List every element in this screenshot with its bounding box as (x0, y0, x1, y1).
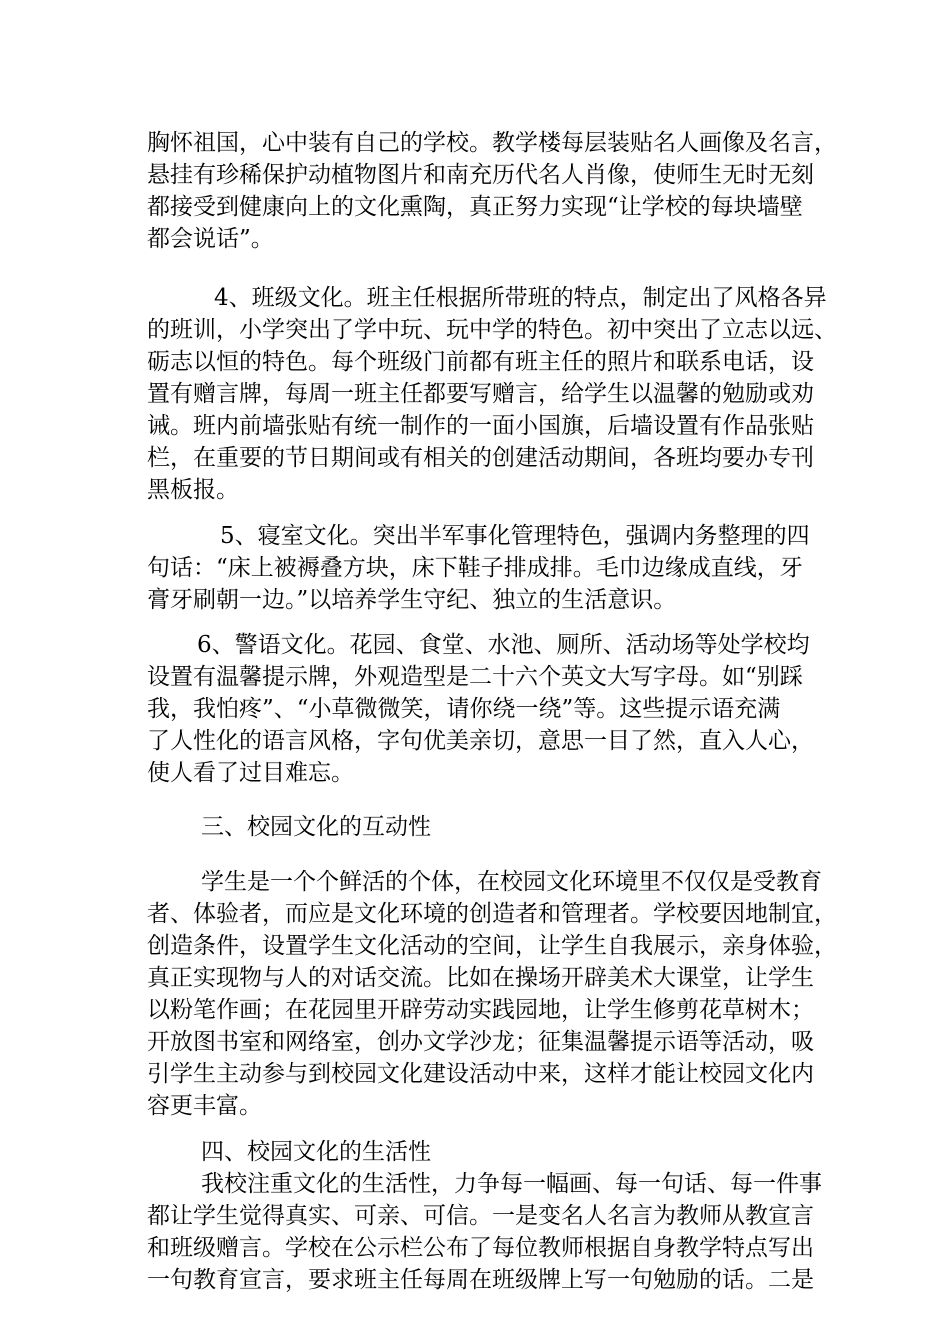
text-line: 使人看了过目难忘。 (147, 760, 354, 786)
text-line: 的班训，小学突出了学中玩、玩中学的特色。初中突出了立志以远、 (147, 317, 837, 343)
text-line: 诫。班内前墙张贴有统一制作的一面小国旗，后墙设置有作品张贴 (147, 413, 814, 439)
text-line: 引学生主动参与到校园文化建设活动中来，这样才能让校园文化内 (147, 1061, 814, 1087)
text-line: 砺志以恒的特色。每个班级门前都有班主任的照片和联系电话，设 (147, 349, 814, 375)
text-line: 和班级赠言。学校在公示栏公布了每位教师根据自身教学特点写出 (147, 1235, 814, 1261)
text-line: 以粉笔作画；在花园里开辟劳动实践园地，让学生修剪花草树木； (147, 997, 814, 1023)
text-line: 6、警语文化。花园、食堂、水池、厕所、活动场等处学校均 (197, 632, 810, 658)
text-line: 我校注重文化的生活性，力争每一幅画、每一句话、每一件事 (201, 1171, 822, 1197)
text-line: 者、体验者，而应是文化环境的创造者和管理者。学校要因地制宜， (147, 901, 837, 927)
text-line: 我，我怕疼”、“小草微微笑，请你绕一绕”等。这些提示语充满 (147, 696, 781, 722)
text-line: 5、寝室文化。突出半军事化管理特色，强调内务整理的四 (220, 523, 810, 549)
text-line: 悬挂有珍稀保护动植物图片和南充历代名人肖像，使师生无时无刻 (147, 162, 814, 188)
text-line: 都接受到健康向上的文化熏陶，真正努力实现“让学校的每块墙壁 (147, 194, 803, 220)
section-heading: 三、校园文化的互动性 (201, 814, 431, 840)
text-line: 真正实现物与人的对话交流。比如在操场开辟美术大课堂，让学生 (147, 965, 814, 991)
text-line: 胸怀祖国，心中装有自己的学校。教学楼每层装贴名人画像及名言， (147, 130, 837, 156)
text-line: 句话：“床上被褥叠方块，床下鞋子排成排。毛巾边缘成直线，牙 (147, 555, 803, 581)
text-line: 创造条件，设置学生文化活动的空间，让学生自我展示，亲身体验， (147, 933, 837, 959)
text-line: 黑板报。 (147, 477, 239, 503)
text-line: 膏牙刷朝一边。”以培养学生守纪、独立的生活意识。 (147, 587, 677, 613)
text-line: 设置有温馨提示牌，外观造型是二十六个英文大写字母。如“别踩 (147, 664, 803, 690)
text-line: 栏，在重要的节日期间或有相关的创建活动期间，各班均要办专刊 (147, 445, 814, 471)
text-line: 一句教育宣言，要求班主任每周在班级牌上写一句勉励的话。二是 (147, 1267, 814, 1293)
text-line: 4、班级文化。班主任根据所带班的特点，制定出了风格各异 (214, 285, 827, 311)
text-line: 置有赠言牌，每周一班主任都要写赠言，给学生以温馨的勉励或劝 (147, 381, 814, 407)
text-line: 都让学生觉得真实、可亲、可信。一是变名人名言为教师从教宣言 (147, 1203, 814, 1229)
text-line: 了人性化的语言风格，字句优美亲切，意思一目了然，直入人心， (147, 728, 814, 754)
section-heading: 四、校园文化的生活性 (201, 1139, 431, 1165)
text-line: 开放图书室和网络室，创办文学沙龙；征集温馨提示语等活动，吸 (147, 1029, 814, 1055)
text-line: 容更丰富。 (147, 1093, 262, 1119)
text-line: 都会说话”。 (147, 226, 274, 252)
text-line: 学生是一个个鲜活的个体，在校园文化环境里不仅仅是受教育 (201, 869, 822, 895)
